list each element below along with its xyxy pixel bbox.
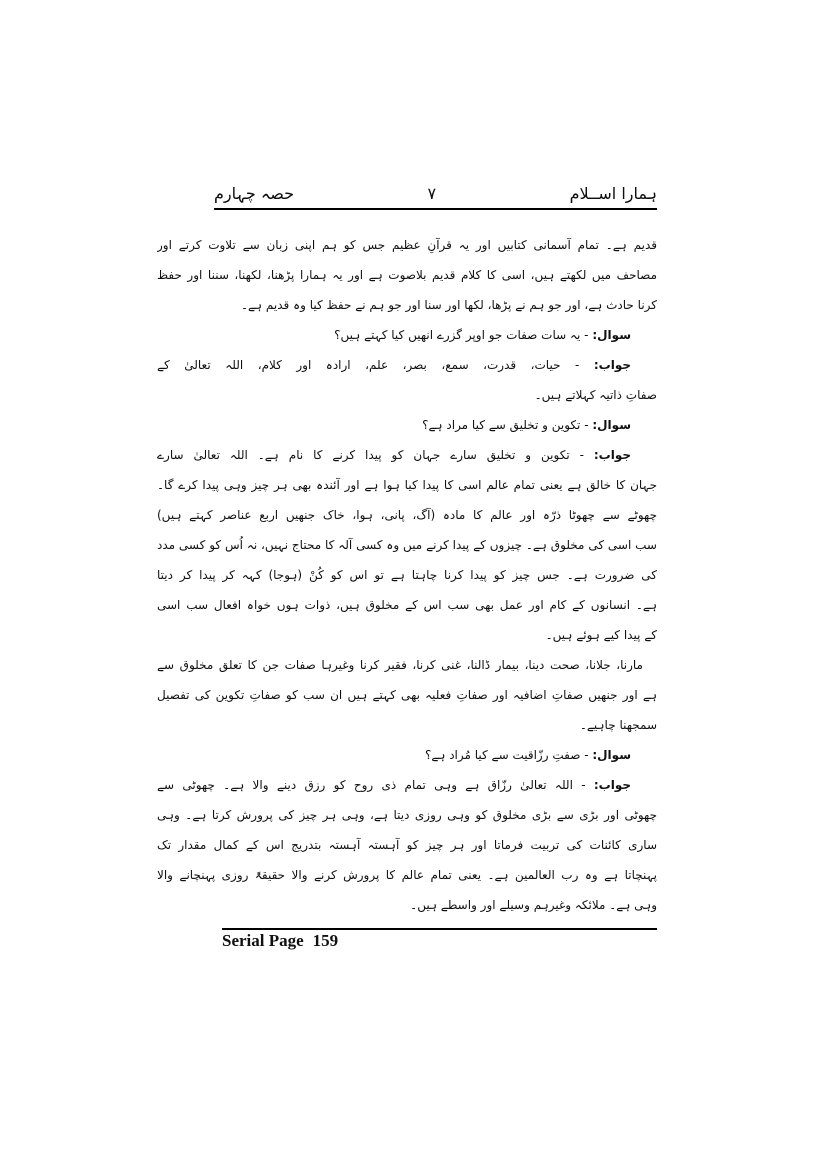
header-page-number: ۷ xyxy=(427,184,437,203)
text-line xyxy=(157,650,657,680)
line-text: ساری کائنات کی تربیت فرماتا اور ہر چیز کو آہستہ آہستہ بتدریج اس کے کمال مقدار تک xyxy=(157,838,657,852)
line-text: - حیات، قدرت، سمع، بصر، علم، ارادہ اور کلام، اللہ تعالیٰ کے xyxy=(157,358,594,372)
question-line xyxy=(157,740,657,770)
line-text: وہی ہے۔ ملائکہ وغیرہم وسیلے اور واسطے ہیں۔ xyxy=(410,898,657,912)
line-text: - تکوین و تخلیق سے کیا مراد ہے؟ xyxy=(422,418,593,432)
text-line xyxy=(157,620,657,650)
line-text: کرنا حادث ہے، اور جو ہم نے پڑھا، لکھا اور سنا اور جو ہم نے حفظ کیا وہ قدیم ہے۔ xyxy=(240,298,657,312)
line-text: کے پیدا کیے ہوئے ہیں۔ xyxy=(545,628,657,642)
serial-page-label: Serial Page xyxy=(222,931,304,950)
text-line xyxy=(157,830,657,860)
line-text: مصاحف میں لکھتے ہیں، اسی کا کلام قدیم بلاصوت ہے اور یہ ہمارا پڑھنا، لکھنا، سننا اور حفظ xyxy=(157,268,657,282)
line-text: قدیم ہے۔ تمام آسمانی کتابیں اور یہ قرآنِ عظیم جس کو ہم اپنی زبان سے تلاوت کرتے اور xyxy=(157,238,657,252)
question-line xyxy=(157,320,657,350)
line-text: مارنا، جلانا، صحت دینا، بیمار ڈالنا، غنی کرنا، فقیر کرنا وغیرہا صفات جن کا تعلق مخلوق سے xyxy=(157,658,643,672)
line-text: چھوٹی اور بڑی سے بڑی مخلوق کو وہی روزی دیتا ہے، وہی ہر چیز کی پرورش کرتا ہے۔ وہی xyxy=(157,808,657,822)
answer-line xyxy=(157,440,657,470)
text-line xyxy=(157,500,657,530)
footer-serial xyxy=(222,931,338,951)
page-body xyxy=(157,230,657,920)
line-text: چھوٹے سے چھوٹا ذرّہ اور عالم کا مادہ (آگ، پانی، ہوا، خاک جنھیں اربع عناصر کہتے ہیں) xyxy=(157,508,657,522)
text-line xyxy=(157,890,657,920)
text-line xyxy=(157,380,657,410)
answer-line xyxy=(157,350,657,380)
text-line xyxy=(157,710,657,740)
line-text: کی ضرورت ہے۔ جس چیز کو پیدا کرنا چاہتا ہے تو اس کو کُنْ (ہوجا) کہہ کر پیدا کر دیتا xyxy=(157,568,657,582)
line-text: - یہ سات صفات جو اوپر گزرے انھیں کیا کہتے ہیں؟ xyxy=(334,328,593,342)
text-line xyxy=(157,800,657,830)
text-line xyxy=(157,860,657,890)
page-header xyxy=(214,184,657,210)
text-line xyxy=(157,470,657,500)
answer-label: جواب: xyxy=(593,448,631,462)
header-book-title: ہمارا اســلام xyxy=(569,184,657,203)
text-line xyxy=(157,590,657,620)
footer-rule xyxy=(222,928,657,930)
line-text: - اللہ تعالیٰ رزّاق ہے وہی تمام ذی روح کو رزق دینے والا ہے۔ چھوٹی سے xyxy=(157,778,594,792)
answer-line xyxy=(157,770,657,800)
text-line xyxy=(157,260,657,290)
line-text: - صفتِ رزّاقیت سے کیا مُراد ہے؟ xyxy=(424,748,593,762)
question-label: سوال: xyxy=(592,328,631,342)
question-label: سوال: xyxy=(592,748,631,762)
line-text: جہان کا خالق ہے یعنی تمام عالم اسی کا پیدا کیا ہوا ہے اور آئندہ بھی ہر چیز وہی پیدا کرے گا۔ xyxy=(157,478,657,492)
question-line xyxy=(157,410,657,440)
answer-label: جواب: xyxy=(593,358,631,372)
text-line xyxy=(157,680,657,710)
text-line xyxy=(157,530,657,560)
text-line xyxy=(157,290,657,320)
text-line xyxy=(157,230,657,260)
line-text: صفاتِ ذاتیہ کہلاتے ہیں۔ xyxy=(534,388,657,402)
line-text: ہے۔ انسانوں کے کام اور عمل بھی سب اس کے مخلوق ہیں، ذوات ہوں خواہ افعال سب اسی xyxy=(157,598,657,612)
answer-label: جواب: xyxy=(593,778,631,792)
line-text: سمجھنا چاہیے۔ xyxy=(579,718,657,732)
line-text: سب اسی کی مخلوق ہے۔ چیزوں کے پیدا کرنے میں وہ کسی آلہ کا محتاج نہیں، نہ اُس کو کسی مدد xyxy=(157,538,657,552)
line-text: پہنچاتا ہے وہ رب العالمین ہے۔ یعنی تمام عالم کا پرورش کرنے والا حقیقۃً روزی پہنچانے والا xyxy=(157,868,657,882)
line-text: ہے اور جنھیں صفاتِ اضافیہ اور صفاتِ فعلیہ بھی کہتے ہیں ان سب کو صفاتِ تکوین کی تفصیل xyxy=(157,688,657,702)
header-section-title: حصہ چہارم xyxy=(214,184,294,203)
line-text: - تکوین و تخلیق سارے جہان کو پیدا کرنے کا نام ہے۔ اللہ تعالیٰ سارے xyxy=(157,448,594,462)
question-label: سوال: xyxy=(592,418,631,432)
serial-page-number: 159 xyxy=(312,931,339,950)
text-line xyxy=(157,560,657,590)
